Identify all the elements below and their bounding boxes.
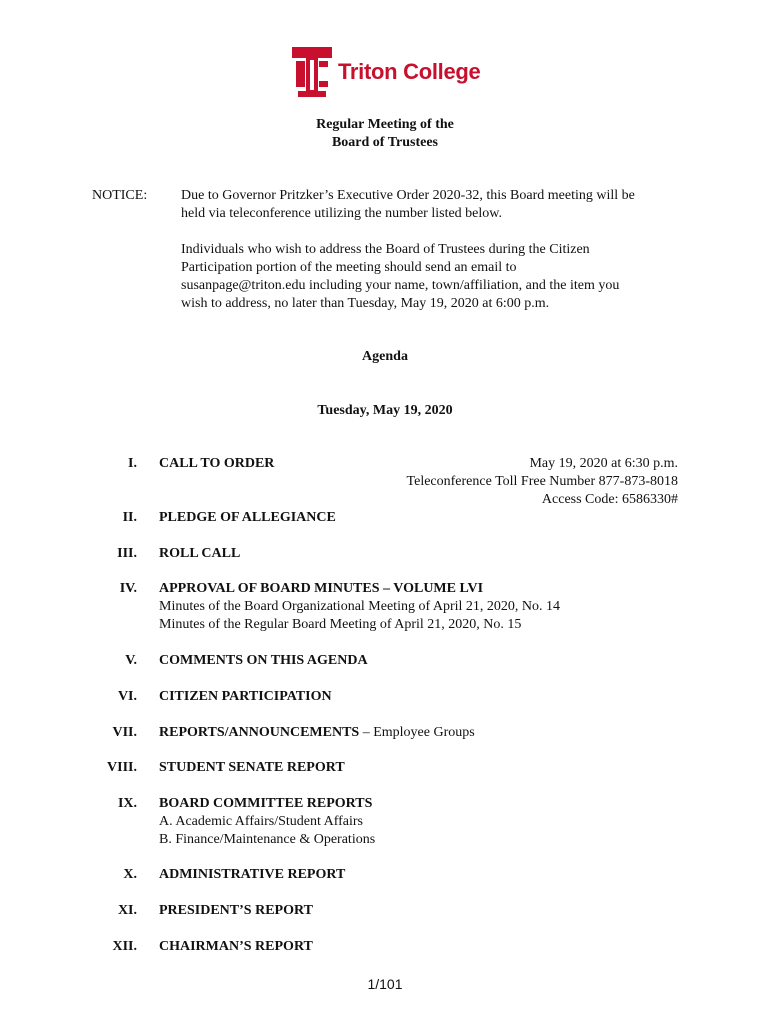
agenda-item-title: PLEDGE OF ALLEGIANCE [159, 510, 336, 525]
agenda-item [0, 866, 770, 886]
college-logo [292, 47, 480, 97]
agenda-date: Tuesday, May 19, 2020 [317, 403, 453, 418]
agenda-item-title [159, 724, 475, 742]
agenda-subitem: Minutes of the Board Organizational Meeting of April 21, 2020, No. 14 [159, 599, 561, 614]
agenda-item-numeral: IX. [117, 796, 137, 811]
agenda-item-numeral: VI. [117, 689, 137, 704]
agenda-item [0, 688, 770, 708]
agenda-item-title: PRESIDENT’S REPORT [159, 903, 313, 918]
agenda-item-numeral: VII. [112, 725, 137, 740]
page-number: 1/101 [367, 976, 403, 992]
agenda-item-title: CHAIRMAN’S REPORT [159, 939, 313, 954]
agenda-item-title: STUDENT SENATE REPORT [159, 760, 345, 775]
agenda-subitem: Minutes of the Regular Board Meeting of April 21, 2020, No. 15 [159, 617, 522, 632]
agenda-item [0, 545, 770, 565]
logo-wordmark: Triton College [338, 59, 481, 84]
notice-paragraph-line: susanpage@triton.edu including your name, town/affiliation, and the item you [181, 278, 620, 293]
agenda-item-numeral: I. [128, 456, 137, 471]
agenda-item-suffix: – Employee Groups [359, 725, 475, 740]
agenda-subitem: B. Finance/Maintenance & Operations [159, 832, 376, 847]
notice-paragraph-1 [181, 187, 681, 223]
agenda-item [0, 902, 770, 922]
agenda-item-title: COMMENTS ON THIS AGENDA [159, 653, 368, 668]
agenda-item-title: CITIZEN PARTICIPATION [159, 689, 332, 704]
agenda-item-numeral: IV. [119, 581, 137, 596]
triton-tc-monogram-icon [292, 47, 332, 97]
agenda-item-title: ADMINISTRATIVE REPORT [159, 867, 346, 882]
notice-paragraph-line: Due to Governor Pritzker’s Executive Order 2020-32, this Board meeting will be [181, 188, 635, 203]
agenda-item-title: APPROVAL OF BOARD MINUTES – VOLUME LVI [159, 581, 484, 596]
agenda-item-numeral: VIII. [107, 760, 137, 775]
agenda-heading: Agenda [362, 349, 408, 364]
agenda-item [0, 509, 770, 529]
notice-paragraph-line: Individuals who wish to address the Board of Trustees during the Citizen [181, 242, 590, 257]
agenda-item [0, 580, 770, 600]
agenda-item-title: BOARD COMMITTEE REPORTS [159, 796, 373, 811]
agenda-item [0, 455, 770, 475]
call-details-phone: Teleconference Toll Free Number 877-873-8018 [406, 474, 678, 489]
agenda-item-title: CALL TO ORDER [159, 456, 275, 471]
agenda-item-numeral: XI. [117, 903, 137, 918]
notice-paragraph-line: wish to address, no later than Tuesday, May 19, 2020 at 6:00 p.m. [181, 296, 550, 311]
agenda-item-title: ROLL CALL [159, 546, 241, 561]
agenda-item [0, 652, 770, 672]
agenda-item-numeral: V. [125, 653, 137, 668]
agenda-item-numeral: II. [122, 510, 137, 525]
notice-paragraph-line: Participation portion of the meeting should send an email to [181, 260, 517, 275]
notice-paragraph-line: held via teleconference utilizing the number listed below. [181, 206, 502, 221]
agenda-item-numeral: XII. [112, 939, 137, 954]
call-details-time: May 19, 2020 at 6:30 p.m. [529, 456, 678, 471]
meeting-title-line1: Regular Meeting of the [316, 117, 454, 132]
agenda-item [0, 938, 770, 958]
notice-paragraph-2 [181, 241, 681, 313]
agenda-item-numeral: X. [123, 867, 137, 882]
meeting-title-line2: Board of Trustees [331, 135, 439, 150]
agenda-item-title-text: REPORTS/ANNOUNCEMENTS [159, 725, 360, 740]
agenda-subitem: A. Academic Affairs/Student Affairs [159, 814, 363, 829]
agenda-item [0, 724, 770, 744]
call-details-access-code: Access Code: 6586330# [541, 492, 678, 507]
agenda-item-numeral: III. [117, 546, 137, 561]
notice-label: NOTICE: [92, 188, 148, 203]
agenda-item [0, 759, 770, 779]
agenda-item [0, 795, 770, 815]
